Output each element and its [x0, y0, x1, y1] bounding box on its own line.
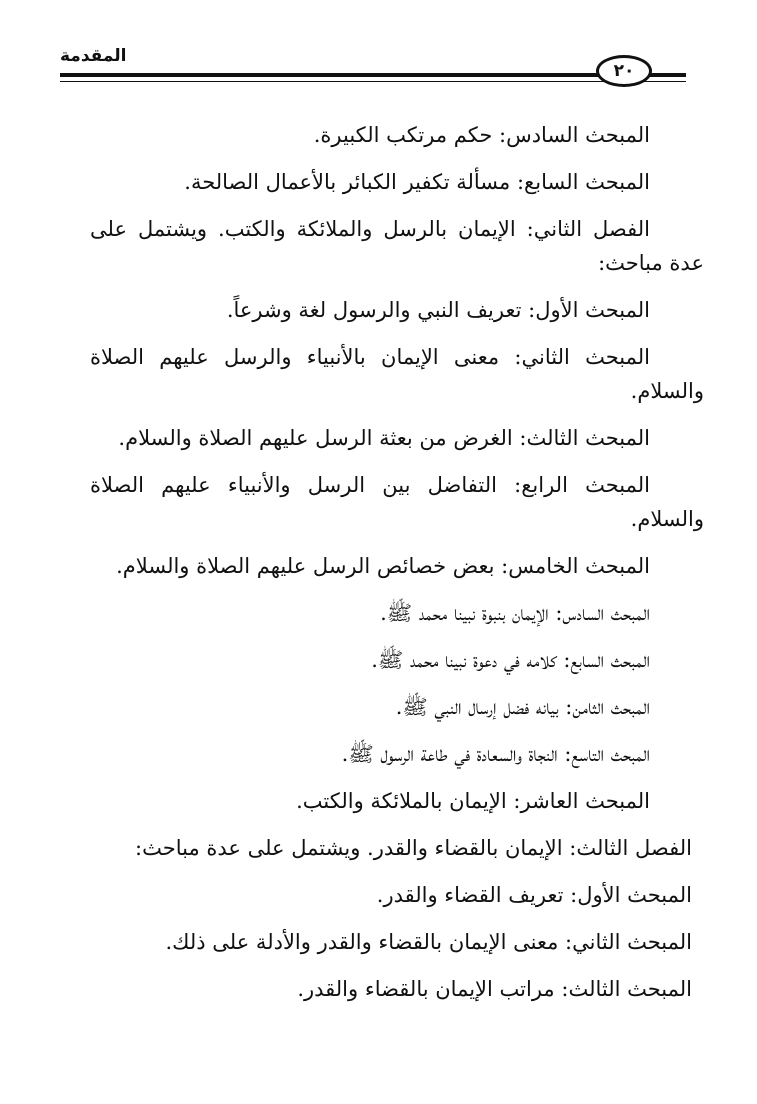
entry-text: مراتب الإيمان بالقضاء والقدر. [297, 977, 555, 1001]
toc-entry [90, 118, 692, 152]
entry-label: المبحث الثالث: [519, 426, 650, 450]
entry-text: النجاة والسعادة في طاعة الرسول ﷺ. [341, 742, 558, 766]
toc-entry [90, 596, 692, 630]
entry-text: الإيمان بالملائكة والكتب. [296, 789, 507, 813]
entry-text: حكم مرتكب الكبيرة. [313, 123, 493, 147]
entry-text: كلامه في دعوة نبينا محمد ﷺ. [371, 648, 557, 672]
toc-entry [90, 421, 692, 455]
entry-continuation: والسلام. [630, 507, 704, 531]
header-rule-thin [60, 81, 686, 82]
entry-label: المبحث الثاني: [514, 345, 650, 369]
entry-text: بعض خصائص الرسل عليهم الصلاة والسلام. [116, 554, 495, 578]
entry-label: المبحث الأول: [570, 883, 692, 907]
entry-label: المبحث الرابع: [514, 473, 650, 497]
entry-label: المبحث السادس: [499, 123, 650, 147]
entry-text: تعريف القضاء والقدر. [376, 883, 564, 907]
toc-entry [90, 690, 692, 724]
entry-text: الإيمان بالقضاء والقدر. ويشتمل على عدة مباحث: [135, 836, 563, 860]
toc-entry [90, 340, 704, 408]
entry-label: الفصل الثالث: [569, 836, 692, 860]
toc-entry [90, 972, 692, 1006]
entry-label: المبحث الثالث: [561, 977, 692, 1001]
entry-text: الإيمان بالرسل والملائكة والكتب. ويشتمل على [90, 217, 516, 241]
entry-text: معنى الإيمان بالقضاء والقدر والأدلة على ذلك. [165, 930, 559, 954]
toc-entry [90, 831, 692, 865]
toc-entry [90, 925, 692, 959]
toc-entry [90, 468, 704, 536]
entry-text: مسألة تكفير الكبائر بالأعمال الصالحة. [184, 170, 511, 194]
page-title: المقدمة [60, 46, 127, 66]
entry-text: بيانه فضل إرسال النبي ﷺ. [395, 695, 559, 719]
entry-label: المبحث التاسع: [564, 742, 650, 766]
entry-label: المبحث الأول: [528, 298, 650, 322]
entry-text: معنى الإيمان بالأنبياء والرسل عليهم الصلاة [90, 345, 500, 369]
entry-label: المبحث السابع: [516, 170, 650, 194]
toc-entry [90, 643, 692, 677]
entry-label: المبحث السابع: [563, 648, 650, 672]
entry-text: الغرض من بعثة الرسل عليهم الصلاة والسلام. [118, 426, 513, 450]
entry-label: الفصل الثاني: [526, 217, 650, 241]
entry-text: الإيمان بنبوة نبينا محمد ﷺ. [380, 601, 549, 625]
toc-entry [90, 784, 692, 818]
page-header [0, 0, 757, 90]
entry-label: المبحث الخامس: [501, 554, 650, 578]
toc-entry [90, 293, 692, 327]
page-number-badge [596, 55, 652, 87]
toc-entry [90, 878, 692, 912]
table-of-contents [90, 118, 704, 1019]
entry-label: المبحث الثاني: [565, 930, 692, 954]
toc-entry [90, 737, 692, 771]
entry-continuation: والسلام. [630, 379, 704, 403]
page-number: ٢٠ [613, 60, 635, 81]
entry-text: تعريف النبي والرسول لغة وشرعاً. [226, 298, 522, 322]
toc-entry [90, 549, 692, 583]
entry-text: التفاضل بين الرسل والأنبياء عليهم الصلاة [90, 473, 497, 497]
toc-entry [90, 212, 704, 280]
toc-entry [90, 165, 692, 199]
entry-label: المبحث العاشر: [513, 789, 650, 813]
entry-continuation: عدة مباحث: [598, 251, 704, 275]
header-rule-thick [60, 73, 686, 77]
entry-label: المبحث الثامن: [565, 695, 650, 719]
entry-label: المبحث السادس: [555, 601, 650, 625]
